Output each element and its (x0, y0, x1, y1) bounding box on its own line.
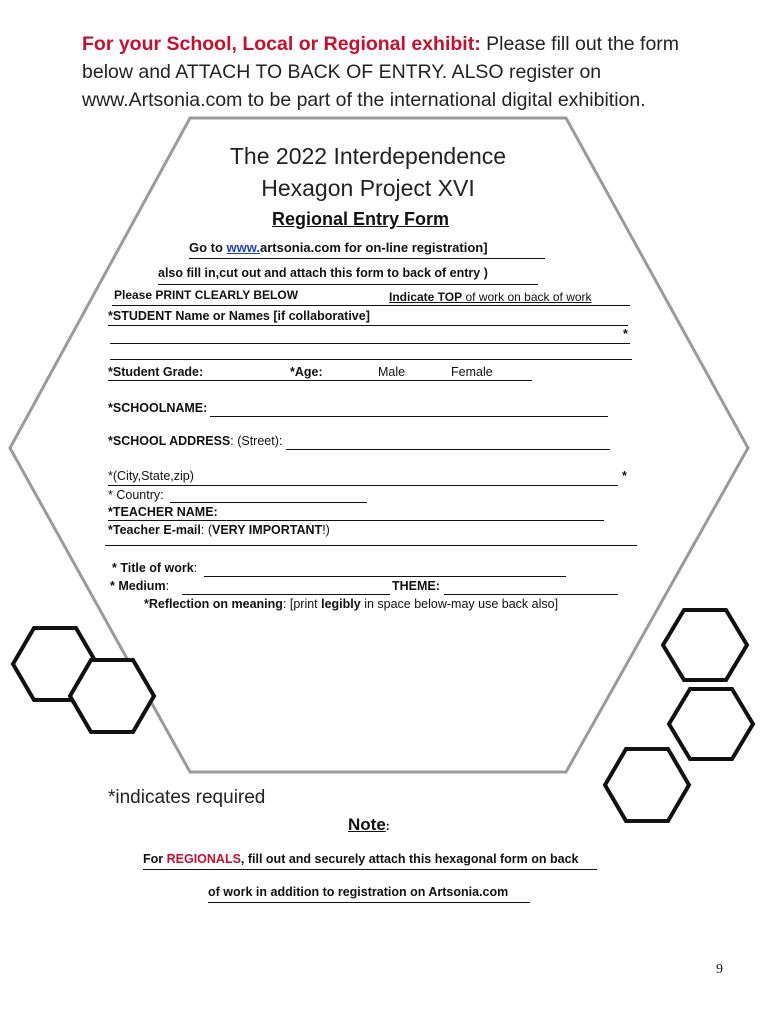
note-label: Note (348, 815, 386, 834)
female-label: Female (451, 365, 493, 379)
student-grade-label: *Student Grade: (108, 365, 204, 379)
school-name-line[interactable] (210, 416, 608, 417)
note-line1-suffix: , fill out and securely attach this hexagonal form on back (240, 852, 579, 866)
theme-label: THEME: (392, 579, 440, 593)
country-label: * Country: (108, 488, 164, 502)
reflection-end: in space below-may use back also] (360, 597, 559, 611)
school-name-label: *SCHOOLNAME: (108, 401, 208, 415)
also-underline (158, 284, 538, 285)
form-subtitle: Regional Entry Form (272, 209, 450, 229)
city-label: *(City,State,zip) (108, 469, 194, 483)
student-name-line-2[interactable] (110, 343, 630, 344)
school-address-line[interactable] (286, 449, 610, 450)
student-name-asterisk: * (623, 327, 628, 341)
goto-line (189, 240, 488, 255)
goto-suffix: artsonia.com for on-line registration] (260, 240, 488, 255)
form-title-line1: The 2022 Interdependence (229, 143, 507, 169)
reflection-bold: *Reflection on meaning (144, 597, 283, 611)
title-of-work-colon: : (193, 561, 198, 575)
form-title-line2: Hexagon Project XVI (261, 175, 475, 201)
note-heading (348, 815, 390, 835)
country-line[interactable] (170, 502, 367, 503)
medium-label (110, 579, 169, 593)
print-clearly-label: Please PRINT CLEARLY BELOW (114, 288, 299, 302)
medium-colon: : (165, 579, 170, 593)
indicate-top-note (389, 290, 592, 304)
teacher-name-label: *TEACHER NAME: (108, 505, 218, 519)
teacher-email-mid: : ( (200, 523, 212, 537)
teacher-email-important: VERY IMPORTANT (211, 523, 323, 537)
required-note: *indicates required (108, 787, 266, 808)
decor-hexagon-3 (663, 610, 747, 680)
artsonia-link[interactable]: www. (226, 240, 261, 255)
note-colon: : (385, 819, 390, 833)
title-of-work-bold: * Title of work (112, 561, 194, 575)
intro-text: Please fill out the form below and ATTACH TO BACK OF ENTRY. ALSO register on www.Artsonia.com to be part of the international digital exhibition. (82, 33, 680, 111)
decor-hexagon-4 (669, 689, 753, 759)
also-line: also fill in,cut out and attach this form to back of entry ) (158, 266, 488, 280)
teacher-email-end: !) (322, 523, 330, 537)
medium-line[interactable] (182, 594, 390, 595)
school-address-bold: *SCHOOL ADDRESS (108, 434, 231, 448)
reflection-mid: : [print (282, 597, 322, 611)
male-label: Male (378, 365, 406, 379)
medium-bold: * Medium (110, 579, 166, 593)
city-line[interactable] (108, 485, 618, 486)
city-asterisk: * (622, 469, 627, 483)
intro-paragraph (82, 30, 682, 114)
grade-age-line[interactable] (108, 380, 532, 381)
teacher-name-line[interactable] (108, 520, 604, 521)
teacher-email-line[interactable] (105, 545, 637, 546)
teacher-email-bold: *Teacher E-mail (108, 523, 201, 537)
note-line2-underline (208, 902, 530, 903)
print-clearly-underline (112, 305, 630, 306)
teacher-email-label (108, 523, 330, 537)
indicate-top-rest: of work on back of work (462, 290, 592, 304)
title-of-work-label (112, 561, 197, 575)
note-line-1 (143, 852, 579, 866)
decor-hexagon-2 (70, 660, 154, 732)
note-line1-underline (143, 869, 597, 870)
student-name-label: *STUDENT Name or Names [if collaborative] (108, 309, 370, 323)
page-number: 9 (716, 962, 723, 977)
goto-prefix: Go to (189, 240, 227, 255)
school-address-label (108, 434, 282, 448)
decor-hexagon-5 (605, 749, 689, 821)
school-address-rest: : (Street): (230, 434, 283, 448)
note-line1-prefix: For (143, 852, 167, 866)
student-name-line-1[interactable] (108, 325, 628, 326)
indicate-top-bold: Indicate TOP (389, 290, 463, 304)
reflection-legibly: legibly (321, 597, 361, 611)
theme-line[interactable] (444, 594, 618, 595)
goto-underline (189, 258, 545, 259)
title-of-work-line[interactable] (204, 576, 566, 577)
reflection-label (144, 597, 558, 611)
student-name-line-3[interactable] (110, 359, 632, 360)
note-regionals: REGIONALS (166, 852, 241, 866)
note-line-2: of work in addition to registration on Artsonia.com (208, 885, 509, 899)
age-label: *Age: (290, 365, 323, 379)
intro-highlight: For your School, Local or Regional exhibit: (82, 33, 481, 55)
